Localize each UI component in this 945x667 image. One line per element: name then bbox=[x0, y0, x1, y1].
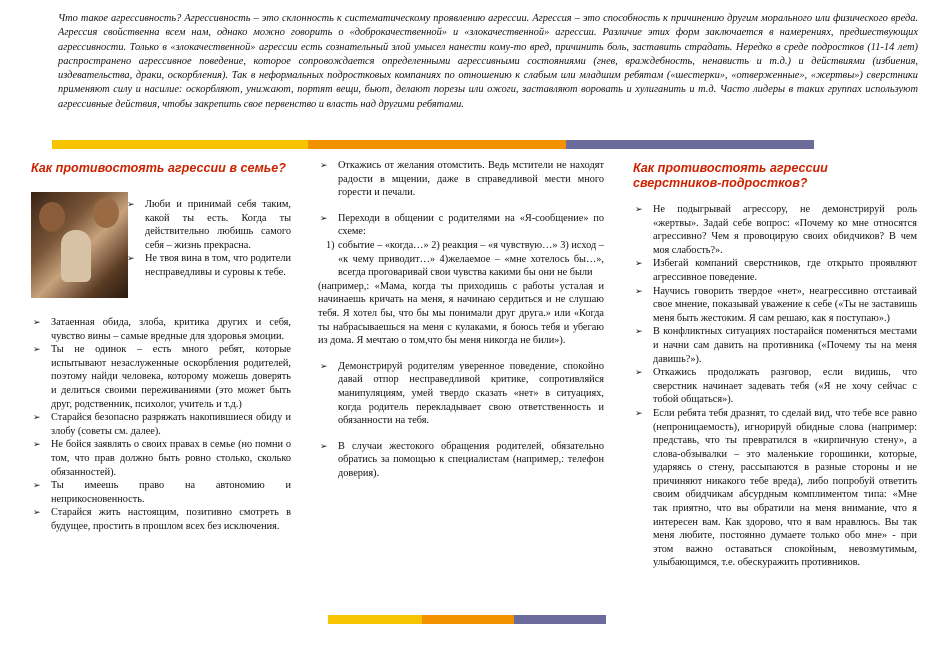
list-item: ➢ Старайся жить настоящим, позитивно смотреть в будущее, простить в прошлом всех без исключения. bbox=[33, 507, 291, 532]
list-item: ➢ Демонстрируй родителям уверенное поведение, спокойно давай отпор несправедливой критике, сопротивляйся манипуляциям, умей твердо сказать «нет» в ситуациях, когда родитель перекладывает свою ответственность и обязанности на тебя. bbox=[320, 360, 604, 427]
bottom-color-bar bbox=[328, 615, 606, 624]
arrow-bullet-icon: ➢ bbox=[320, 440, 328, 451]
scheme-number: 1) bbox=[326, 239, 335, 251]
list-item: ➢ Не твоя вина в том, что родители несправедливы и суровы к тебе. bbox=[127, 253, 291, 278]
intro-paragraph: Что такое агрессивность? Агрессивность – это склонность к систематическому проявлению агрессии. Агрессия – это способность к причинению другим морального или физического вреда. Агрессия свойственна всем нам, однако можно говорить о «доброкачественной» и «злокачественной» агрессии. Различие этих форм заключается в намерениях, предшествующих агрессивности. Только в «злокачественной» агрессии есть сознательный злой умысел нанести кому-то вред, причинить боль, заставить страдать. Нередко в среде подростков (11-14 лет) распространено агрессивное поведение, которое сопровождается определенными агрессивными состояниями (гнев, враждебность, ненависть и т.д.) и действиями (избиения, издевательства, драки, оскорбления). Так в неформальных подростковых компаниях по отношению к слабым или младшим ребятам («шестерки», «отверженные», «жертвы») сверстники применяют силу и насилие: оскорбляют, унижают, портят вещи, бьют, делают порезы или ожоги, заставляют воровать и хулиганить и т.д. Часто лидеры в таких группах используют агрессивные действия, чтобы закрепить свое первенство и власть над другими ребятами. bbox=[58, 13, 918, 110]
arrow-bullet-icon: ➢ bbox=[127, 199, 135, 209]
arrow-bullet-icon: ➢ bbox=[320, 160, 328, 170]
arrow-bullet-icon: ➢ bbox=[635, 204, 643, 214]
bar-yellow bbox=[328, 615, 422, 624]
list-item: ➢ Старайся безопасно разряжать накопившиеся обиду и злобу (советы см. далее). bbox=[33, 412, 291, 437]
arrow-bullet-icon: ➢ bbox=[635, 285, 643, 296]
list-item: ➢ Если ребята тебя дразнят, то сделай вид, что тебе все равно (непроницаемость), игнорируй обидные слова (например: представь, что ты превратился в «кирпичную стену», а слова-обзывалки – это маленькие горошинки, которые, ударяясь о стену, рассыпаются в разные стороны и не причиняют никакого тебе вреда), либо попробуй ответить своим обидчикам абсурдным комплиментом типа: «Мне так приятно, что вы обратили на меня внимание, что я интересен вам. Как здорово, что я вам нравлюсь. Вы так меня любите, постоянно думаете только обо мне» - при этом важно оставаться спокойным, невозмутимым, улыбающимся, т.е. обескуражить противников. bbox=[635, 407, 917, 569]
arrow-bullet-icon: ➢ bbox=[635, 367, 643, 378]
photo-adult-head bbox=[93, 198, 119, 228]
arrow-bullet-icon: ➢ bbox=[635, 326, 643, 337]
list-item: ➢ Откажись продолжать разговор, если видишь, что сверстник начинает задевать тебя («Я не хочу сейчас с тобой общаться»). bbox=[635, 367, 917, 406]
list-item: ➢ Откажись от желания отомстить. Ведь мстители не находят радости в мщении, даже в справедливой мести много горести и печали. bbox=[320, 160, 604, 199]
bar-yellow bbox=[52, 140, 308, 149]
arrow-bullet-icon: ➢ bbox=[33, 480, 41, 491]
list-item: ➢ Научись говорить твердое «нет», неагрессивно отстаивай свое мнение, показывай уважение к себе («Ты не заставишь меня быть жестоким. Я сам решаю, как я поступаю».) bbox=[635, 285, 917, 324]
arrow-bullet-icon: ➢ bbox=[33, 507, 41, 518]
arrow-bullet-icon: ➢ bbox=[635, 258, 643, 269]
list-item: ➢ Избегай компаний сверстников, где открыто проявляют агрессивное поведение. bbox=[635, 258, 917, 283]
list-item: ➢ Ты имеешь право на автономию и неприкосновенность. bbox=[33, 480, 291, 505]
list-item: ➢ Ты не одинок – есть много ребят, которые испытывают незаслуженные оскорбления родителей, поэтому найди человека, которому можешь доверять и делиться своими переживаниями (это может быть друг, родственник, психолог, учитель и т.д.) bbox=[33, 344, 291, 410]
heading-family: Как противостоять агрессии в семье? bbox=[31, 161, 286, 175]
heading-peers: Как противостоять агрессии сверстников-подростков? bbox=[633, 161, 828, 190]
arrow-bullet-icon: ➢ bbox=[33, 439, 41, 450]
column-family bbox=[31, 161, 291, 176]
scheme-item: 1) событие – «когда…» 2) реакция – «я чувствую…» 3) исход – «к чему приводит…» 4)желаемое – «мне хотелось бы…», всегда проговаривай свои чувства какими бы они не были bbox=[326, 239, 604, 279]
photo-adult-head bbox=[39, 202, 65, 232]
arrow-bullet-icon: ➢ bbox=[127, 253, 135, 264]
list-item: ➢ В конфликтных ситуациях постарайся поменяться местами и начни сам давить на противника («Почему ты на меня давишь?»). bbox=[635, 326, 917, 365]
photo-side-list bbox=[125, 198, 291, 280]
bar-orange bbox=[422, 615, 514, 624]
list-item: ➢ Люби и принимай себя таким, какой ты есть. Когда ты действительно любишь самого себя – жизнь прекрасна. bbox=[127, 199, 291, 251]
column-peers bbox=[633, 161, 917, 570]
list-item: ➢ Переходи в общении с родителями на «Я-сообщение» по схеме: bbox=[320, 212, 604, 238]
intro-text bbox=[58, 12, 918, 112]
family-photo bbox=[31, 192, 128, 298]
list-item: ➢ Затаенная обида, злоба, критика других и себя, чувство вины – самые вредные для здоровья эмоции. bbox=[33, 317, 291, 342]
column-family-continued bbox=[318, 159, 604, 480]
photo-child bbox=[61, 230, 91, 282]
i-message-scheme bbox=[318, 239, 604, 280]
family-list bbox=[31, 316, 291, 534]
arrow-bullet-icon: ➢ bbox=[320, 212, 328, 223]
bar-orange bbox=[308, 140, 566, 149]
list-item: ➢ Не бойся заявлять о своих правах в семье (но помни о том, что прав должно быть ровно столько, сколько обязанностей). bbox=[33, 439, 291, 478]
arrow-bullet-icon: ➢ bbox=[33, 412, 41, 423]
bar-purple bbox=[566, 140, 814, 149]
list-item: ➢ Не подыгрывай агрессору, не демонстрируй роль «жертвы». Задай себе вопрос: «Почему ко мне относятся агрессивно? Чем я провоцирую своих обидчиков? В чем моя слабость?». bbox=[635, 204, 917, 256]
bar-purple bbox=[514, 615, 606, 624]
example-text: (например,: «Мама, когда ты приходишь с работы усталая и начинаешь кричать на меня, я начинаю сердиться и не слушаю тебя. Я хотел бы, что бы мы понимали друг друга.» или «Когда ты набрасываешься на меня с кулаками, я боюсь тебя и убегаю из дома. Я мечтаю о том,что бы меня никогда не били»). bbox=[318, 280, 604, 347]
arrow-bullet-icon: ➢ bbox=[33, 317, 41, 327]
arrow-bullet-icon: ➢ bbox=[33, 344, 41, 355]
list-item: ➢ В случаи жестокого обращения родителей, обязательно обратись за помощью к специалистам (например,: телефон доверия). bbox=[320, 440, 604, 479]
top-color-bar bbox=[52, 140, 814, 149]
arrow-bullet-icon: ➢ bbox=[635, 407, 643, 418]
arrow-bullet-icon: ➢ bbox=[320, 360, 328, 371]
